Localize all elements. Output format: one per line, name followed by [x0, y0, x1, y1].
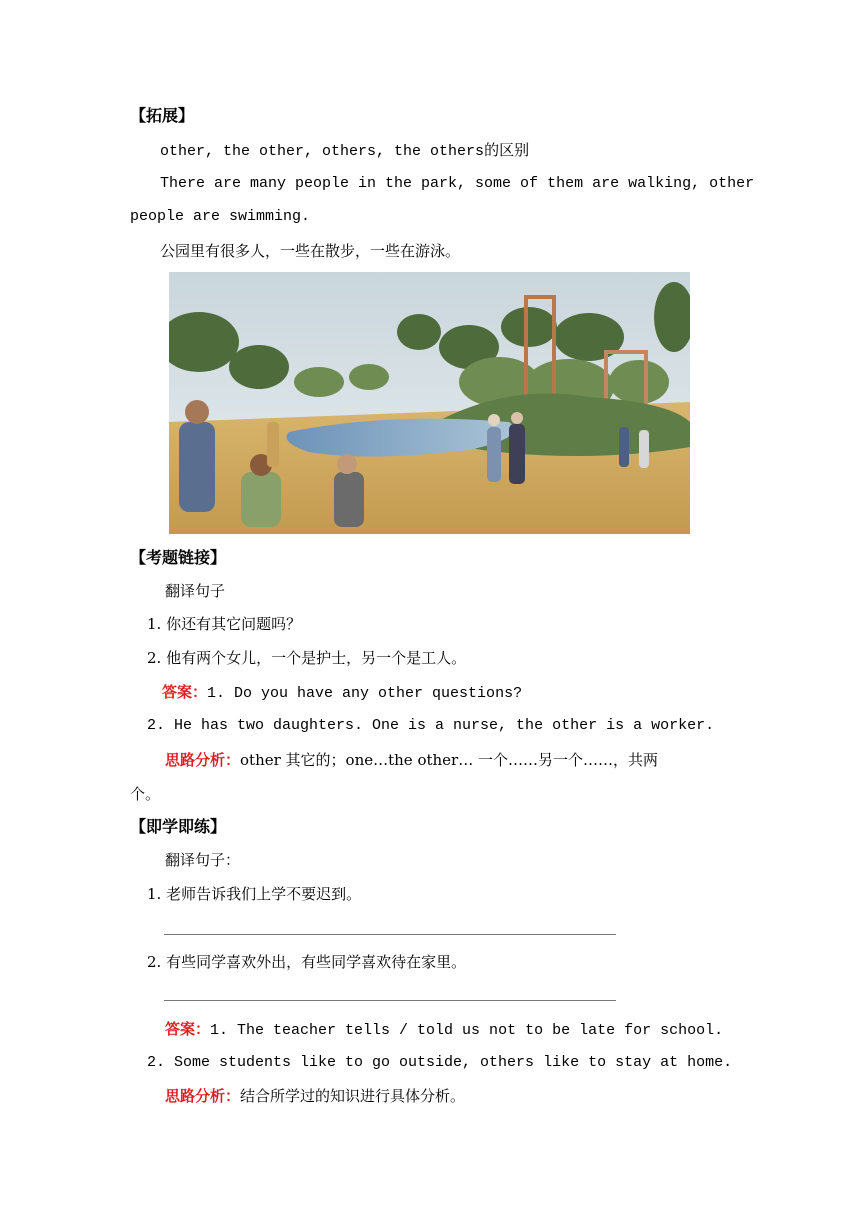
- practice-question-2: 2. 有些同学喜欢外出，有些同学喜欢待在家里。: [147, 953, 467, 971]
- practice-answer-1: 1. The teacher tells / told us not to be late for school.: [210, 1022, 724, 1039]
- practice-analysis-text: 结合所学过的知识进行具体分析。: [240, 1087, 466, 1105]
- answer-label: 答案：: [162, 683, 208, 701]
- section-heading-practice: 【即学即练】: [130, 817, 227, 836]
- exam-analysis-line2: 个。: [130, 785, 161, 803]
- exam-analysis-text: other 其它的；one…the other… 一个……另一个……，共两: [240, 751, 658, 769]
- section-heading-exam: 【考题链接】: [130, 548, 227, 567]
- exam-instruction: 翻译句子: [165, 582, 226, 600]
- practice-instruction: 翻译句子：: [165, 851, 241, 869]
- park-photo: [169, 272, 690, 534]
- analysis-label: 思路分析：: [165, 1087, 241, 1105]
- practice-answer-line1: [165, 1019, 723, 1041]
- topic-line: [160, 140, 529, 162]
- example-sentence-line2: people are swimming.: [130, 208, 311, 225]
- exam-analysis-line1: [165, 750, 658, 770]
- analysis-label: 思路分析：: [165, 751, 241, 769]
- practice-question-1: 1. 老师告诉我们上学不要迟到。: [147, 885, 362, 903]
- answer-label: 答案：: [165, 1020, 211, 1038]
- answer-blank-1[interactable]: [164, 934, 616, 935]
- exam-answer-line1: [162, 682, 522, 704]
- answer-blank-2[interactable]: [164, 1000, 616, 1001]
- topic-en: other, the other, others, the others: [160, 143, 485, 160]
- example-sentence-line1: There are many people in the park, some of them are walking, other: [160, 175, 755, 192]
- exam-answer-2: 2. He has two daughters. One is a nurse, the other is a worker.: [147, 717, 715, 734]
- topic-zh: 的区别: [484, 141, 530, 159]
- example-translation: 公园里有很多人，一些在散步，一些在游泳。: [160, 242, 461, 260]
- exam-answer-1: 1. Do you have any other questions?: [207, 685, 523, 702]
- practice-answer-2: 2. Some students like to go outside, others like to stay at home.: [147, 1054, 733, 1071]
- section-heading-extension: 【拓展】: [130, 106, 195, 125]
- exam-question-1: 1. 你还有其它问题吗？: [147, 615, 302, 633]
- practice-analysis-line: [165, 1086, 465, 1106]
- exam-question-2: 2. 他有两个女儿，一个是护士，另一个是工人。: [147, 649, 467, 667]
